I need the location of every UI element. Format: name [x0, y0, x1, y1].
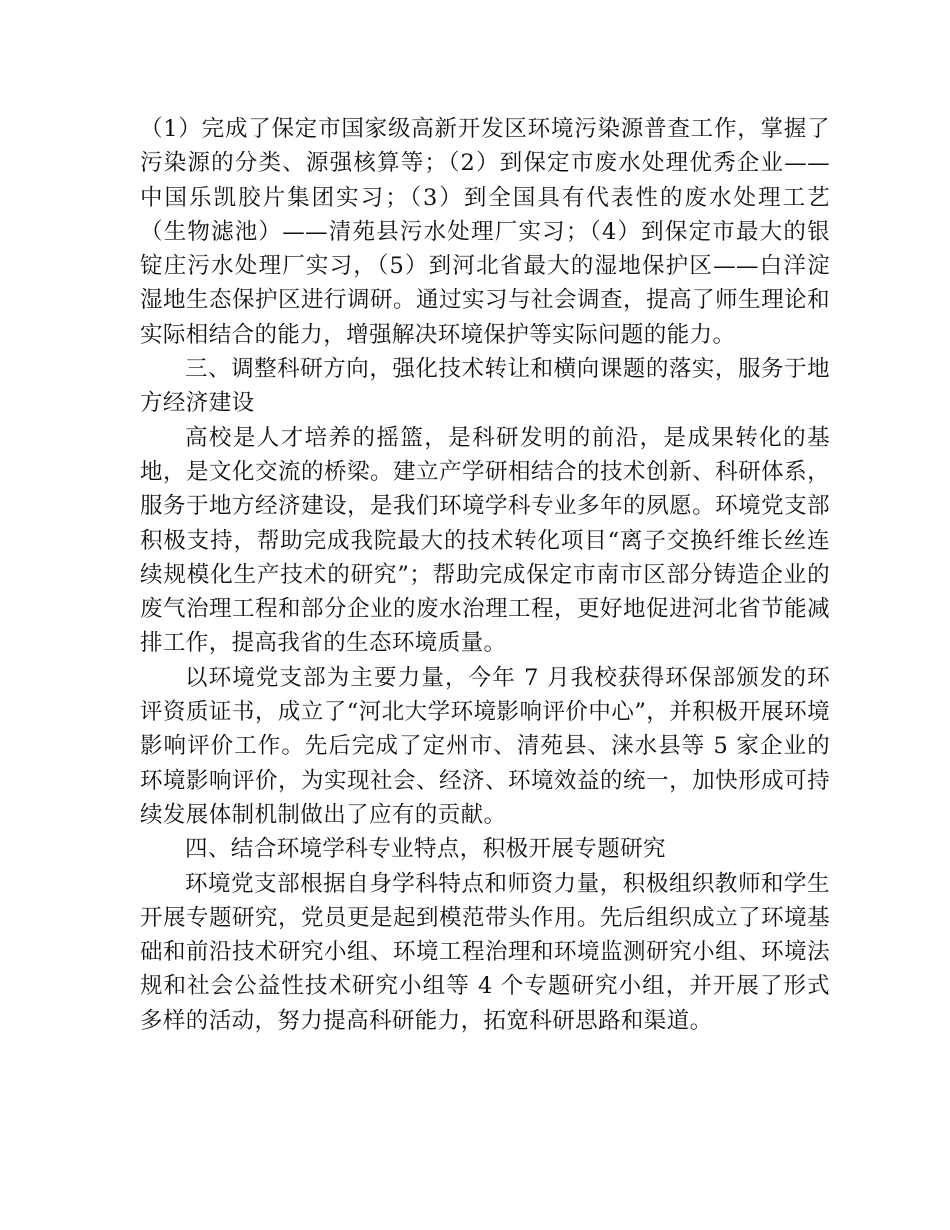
paragraph-practice-list: （1）完成了保定市国家级高新开发区环境污染源普查工作，掌握了污染源的分类、源强核算等；（2）到保定市废水处理优秀企业——中国乐凯胶片集团实习；（3）到全国具有代表性的废水处理工艺（生物滤池）——清苑县污水处理厂实习；（4）到保定市最大的银锭庄污水处理厂实习，（5）到河北省最大的湿地保护区——白洋淀湿地生态保护区进行调研。通过实习与社会调查，提高了师生理论和实际相结合的能力，增强解决环境保护等实际问题的能力。 [140, 116, 830, 348]
section-heading-three: 三、调整科研方向，强化技术转让和横向课题的落实，服务于地方经济建设 [140, 356, 830, 417]
document-body [140, 112, 830, 1038]
paragraph-research-groups: 环境党支部根据自身学科特点和师资力量，积极组织教师和学生开展专题研究，党员更是起到模范带头作用。先后组织成立了环境基础和前沿技术研究小组、环境工程治理和环境监测研究小组、环境法规和社会公益性技术研究小组等 4 个专题研究小组，并开展了形式多样的活动，努力提高科研能力，拓宽科研思路和渠道。 [140, 870, 830, 1034]
section-heading-four: 四、结合环境学科专业特点，积极开展专题研究 [185, 836, 666, 863]
paragraph-eia-center: 以环境党支部为主要力量，今年 7 月我校获得环保部颁发的环评资质证书，成立了“河北大学环境影响评价中心”，并积极开展环境影响评价工作。先后完成了定州市、清苑县、涞水县等 5 家企业的环境影响评价，为实现社会、经济、环境效益的统一，加快形成可持续发展体制机制做出了应有的贡献。 [140, 664, 830, 828]
paragraph-university-role: 高校是人才培养的摇篮，是科研发明的前沿，是成果转化的基地，是文化交流的桥梁。建立产学研相结合的技术创新、科研体系，服务于地方经济建设，是我们环境学科专业多年的夙愿。环境党支部积极支持，帮助完成我院最大的技术转化项目“离子交换纤维长丝连续规模化生产技术的研究”；帮助完成保定市南市区部分铸造企业的废气治理工程和部分企业的废水治理工程，更好地促进河北省节能减排工作，提高我省的生态环境质量。 [140, 424, 830, 657]
